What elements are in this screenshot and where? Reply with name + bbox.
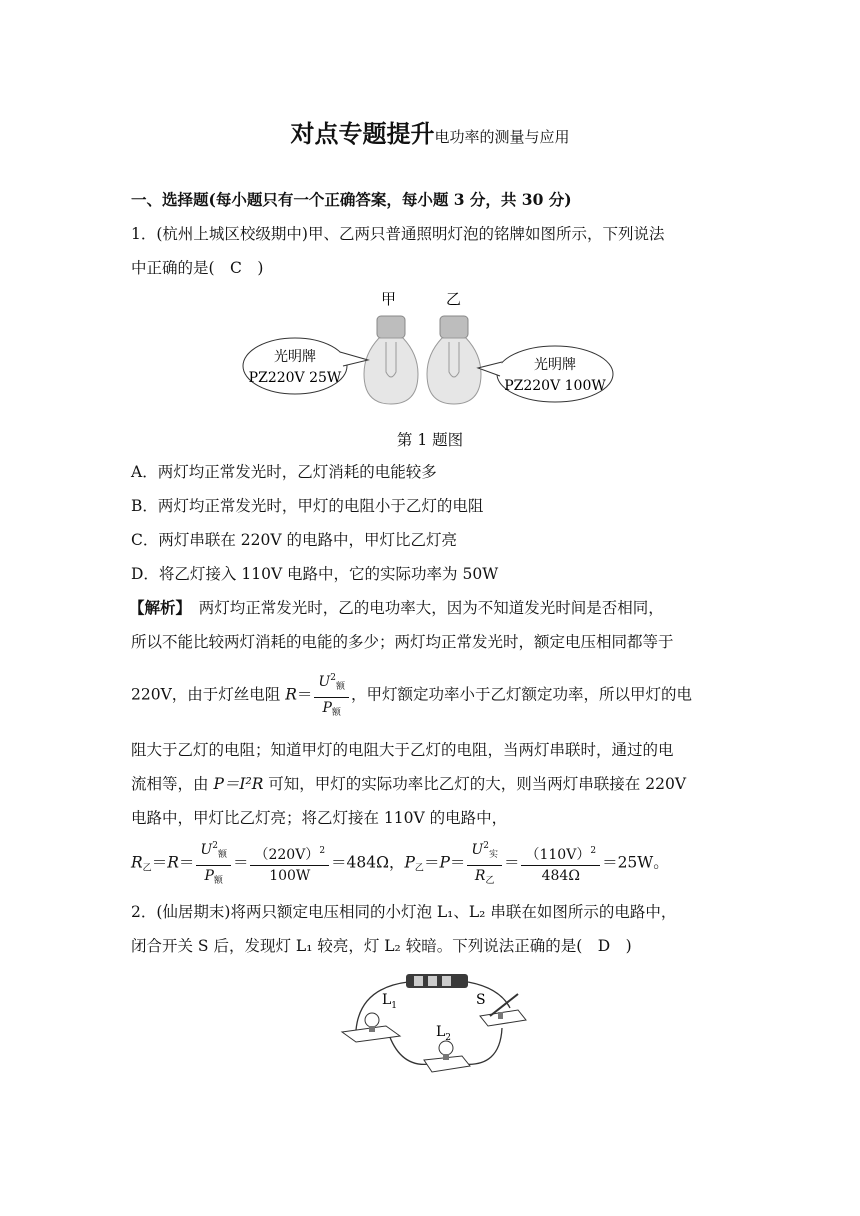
eq-num-110v: （110V） [525, 847, 591, 863]
eq-equals-4: ＝ [423, 853, 440, 872]
nameplate-jia-brand: 光明牌 [274, 349, 316, 365]
label-l2: $L_2$ [436, 1024, 452, 1043]
q2-stem-line2: 闭合开关 S 后，发现灯 L₁ 较亮，灯 L₂ 较暗。下列说法正确的是( D ) [131, 937, 632, 955]
q1-analysis-line4: 阻大于乙灯的电阻；知道甲灯的电阻大于乙灯的电阻，当两灯串联时，通过的电 [131, 741, 674, 759]
nameplate-yi-rating: PZ220V 100W [504, 378, 606, 394]
eq-equals-2: ＝ [178, 853, 195, 872]
exp-2: 2 [330, 673, 336, 683]
eq-sup-2: 2 [212, 841, 218, 851]
q1-analysis-line5 [131, 774, 686, 794]
q1-analysis-line2: 所以不能比较两灯消耗的电能的多少；两灯均正常发光时，额定电压相同都等于 [131, 633, 674, 651]
eq-num-220v: （220V） [254, 847, 320, 863]
q1-stem-line2: 中正确的是( C ) [131, 259, 264, 277]
lamp-l2-icon [424, 1041, 470, 1072]
eq-result-484: ＝484Ω， [331, 853, 405, 872]
eq-num-220v-sup: 2 [319, 846, 326, 856]
section-heading: 一、选择题(每小题只有一个正确答案，每小题 3 分，共 30 分) [131, 190, 572, 209]
eq-r2: R [167, 853, 179, 872]
eq-u2: U [471, 842, 484, 858]
eq-equals-6: ＝ [503, 853, 520, 872]
eq-p3: P [439, 853, 450, 872]
analysis-tag: 【解析】 [129, 598, 184, 617]
eq-frac-3 [467, 836, 502, 891]
analysis-text-5a: 流相等，由 [131, 775, 214, 793]
q1-calc-equation [131, 836, 669, 891]
eq-den-100w: 100W [269, 868, 311, 884]
eq-equals-3: ＝ [232, 853, 249, 872]
q1-analysis-line6: 电路中，甲灯比乙灯亮；将乙灯接在 110V 的电路中， [131, 809, 508, 827]
eq-result-25w: ＝25W。 [602, 853, 669, 872]
q1-option-a: A．两灯均正常发光时，乙灯消耗的电能较多 [131, 463, 437, 481]
label-jia: 甲 [381, 290, 397, 308]
title-sub: 电功率的测量与应用 [434, 128, 570, 146]
eq-r: R [131, 853, 143, 872]
q1-analysis-line1 [129, 598, 664, 618]
analysis-text-1: 两灯均正常发光时，乙的电功率大，因为不知道发光时间是否相同， [183, 599, 664, 617]
q2-circuit-figure [330, 968, 540, 1088]
eq-sup-3: 2 [483, 841, 489, 851]
eq-p: P [204, 868, 214, 884]
resistance-fraction [314, 668, 349, 723]
q2-stem-line1: 2．(仙居期末)将两只额定电压相同的小灯泡 L₁、L₂ 串联在如图所示的电路中， [131, 903, 677, 921]
eq-frac-2 [250, 841, 329, 886]
eq-sub-actual: 实 [488, 850, 498, 860]
q1-figure-caption: 第 1 题图 [396, 431, 464, 449]
q1-option-c: C．两灯串联在 220V 的电路中，甲灯比乙灯亮 [131, 531, 457, 549]
page-title [0, 114, 860, 149]
eq-sub-yi: 乙 [142, 863, 152, 874]
eq-equals-1: ＝ [151, 853, 168, 872]
eq-p2: P [404, 853, 415, 872]
var-r: R [285, 685, 297, 704]
eq-r3: R [474, 868, 486, 884]
q1-option-d: D．将乙灯接入 110V 电路中，它的实际功率为 50W [131, 565, 499, 583]
var-u: U [318, 674, 331, 690]
eq-u: U [200, 842, 213, 858]
analysis-text-3b: ，甲灯额定功率小于乙灯额定功率，所以甲灯的电 [350, 685, 692, 704]
eq-frac-4 [521, 841, 600, 886]
eq-frac-1 [196, 836, 231, 891]
label-l1: $L_1$ [382, 992, 398, 1011]
analysis-text-5b: 可知，甲灯的实际功率比乙灯的大，则当两灯串联接在 220V [263, 775, 687, 793]
q1-bulbs-figure [240, 286, 620, 416]
eq-equals-5: ＝ [449, 853, 466, 872]
var-p: P [322, 700, 332, 716]
eq-sub-yi2: 乙 [414, 863, 424, 874]
eq-num-110v-sup: 2 [590, 846, 597, 856]
label-yi: 乙 [446, 290, 462, 308]
label-s: S [476, 992, 486, 1008]
eq-sub-rated: 额 [217, 850, 227, 860]
eq-sub-yi3: 乙 [485, 876, 495, 886]
q1-option-b: B．两灯均正常发光时，甲灯的电阻小于乙灯的电阻 [131, 497, 484, 515]
eq-den-484: 484Ω [541, 868, 580, 884]
lamp-l1-icon [342, 1013, 400, 1042]
sub-rated-den: 额 [331, 708, 341, 718]
power-formula: P＝I²R [213, 775, 264, 793]
nameplate-jia-rating: PZ220V 25W [248, 370, 342, 386]
bulb-jia-icon [364, 316, 418, 404]
title-main: 对点专题提升 [290, 120, 435, 148]
bulb-yi-icon [427, 316, 481, 404]
equals-sign: ＝ [296, 685, 313, 704]
eq-sub-rated-2: 额 [213, 876, 223, 886]
q1-stem-line1: 1．(杭州上城区校级期中)甲、乙两只普通照明灯泡的铭牌如图所示，下列说法 [131, 225, 665, 243]
sub-rated: 额 [335, 682, 345, 692]
nameplate-yi-brand: 光明牌 [534, 357, 576, 373]
battery-icon [406, 974, 468, 988]
analysis-text-3a: 220V，由于灯丝电阻 [131, 685, 286, 704]
q1-analysis-line3 [131, 668, 692, 723]
